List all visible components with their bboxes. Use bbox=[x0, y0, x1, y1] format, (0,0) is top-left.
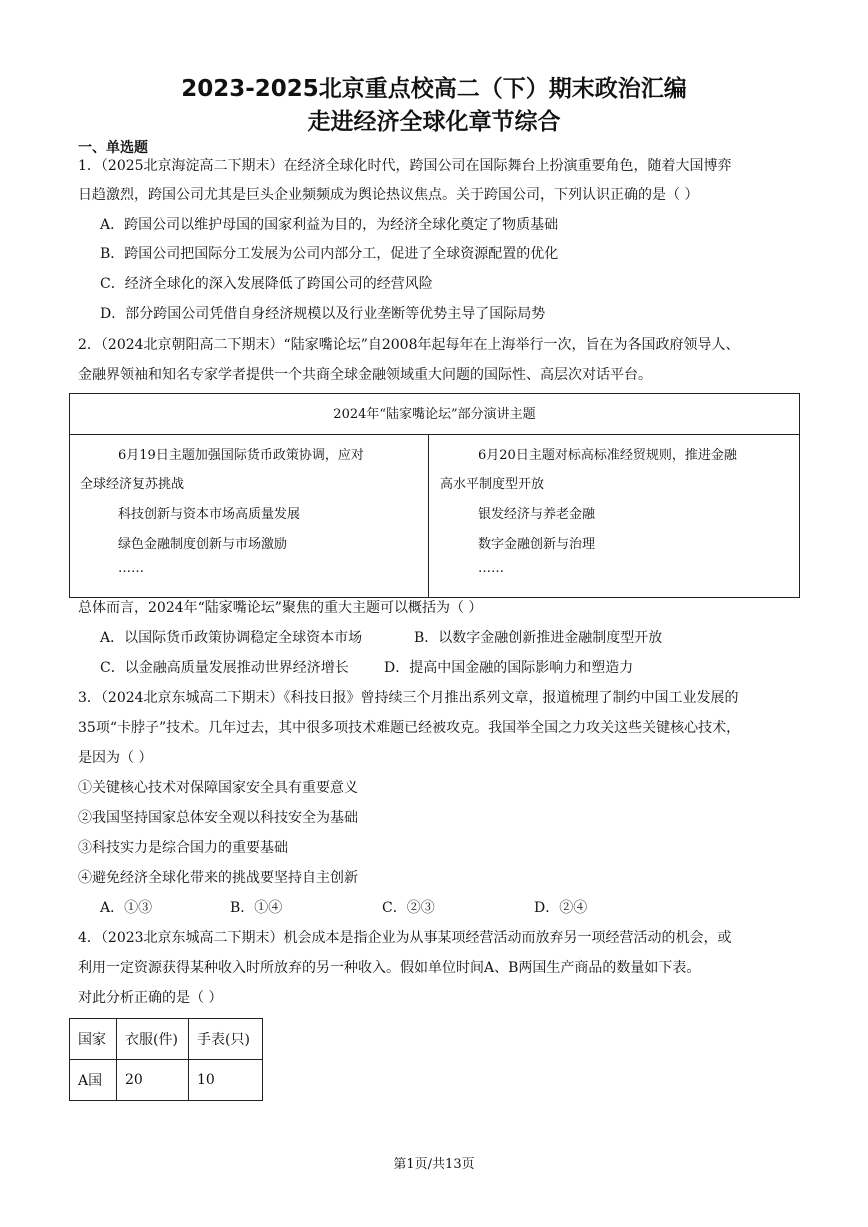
page-title: 2023-2025北京重点校高二（下）期末政治汇编 bbox=[181, 76, 687, 102]
q1-option-a: A．跨国公司以维护母国的国家利益为目的，为经济全球化奠定了物质基础 bbox=[100, 217, 559, 233]
table-cell: 20 bbox=[117, 1060, 189, 1101]
q3-stem-line3: 是因为（ ） bbox=[78, 750, 153, 766]
right-topic-ellipsis: …… bbox=[478, 561, 504, 576]
table-header-cell: 衣服(件) bbox=[117, 1019, 189, 1060]
table-cell: 10 bbox=[189, 1060, 263, 1101]
q2-stem-line1: 2．（2024北京朝阳高二下期末）“陆家嘴论坛”自2008年起每年在上海举行一次，旨在为各国政府领导人、 bbox=[78, 337, 740, 353]
q3-statement-1: ①关键核心技术对保障国家安全具有重要意义 bbox=[78, 780, 358, 796]
q2-option-c: C．以金融高质量发展推动世界经济增长 bbox=[100, 660, 349, 676]
table-header-cell: 国家 bbox=[70, 1019, 117, 1060]
q3-option-c: C．②③ bbox=[382, 900, 435, 916]
table-header: 2024年“陆家嘴论坛”部分演讲主题 bbox=[333, 407, 536, 422]
q2-option-a: A．以国际货币政策协调稳定全球资本市场 bbox=[100, 630, 363, 646]
table-cell: A国 bbox=[70, 1060, 117, 1101]
left-theme-line1: 6月19日主题加强国际货币政策协调，应对 bbox=[118, 448, 364, 463]
forum-topics-table bbox=[69, 393, 800, 598]
right-theme-line1: 6月20日主题对标高标准经贸规则，推进金融 bbox=[478, 448, 737, 463]
left-topic-1: 科技创新与资本市场高质量发展 bbox=[118, 507, 301, 522]
production-table bbox=[69, 1018, 263, 1101]
left-theme-line2: 全球经济复苏挑战 bbox=[80, 477, 185, 492]
q2-stem-line2: 金融界领袖和知名专家学者提供一个共商全球金融领域重大问题的国际性、高层次对话平台。 bbox=[78, 367, 652, 383]
table-header-cell: 手表(只) bbox=[189, 1019, 263, 1060]
table-divider bbox=[69, 434, 800, 435]
section-heading: 一、单选题 bbox=[78, 140, 148, 156]
q2-option-d: D．提高中国金融的国际影响力和塑造力 bbox=[384, 660, 634, 676]
q3-option-a: A．①③ bbox=[100, 900, 153, 916]
q3-statement-3: ③科技实力是综合国力的重要基础 bbox=[78, 840, 288, 856]
table-column-divider bbox=[428, 434, 429, 597]
q2-follow-up: 总体而言，2024年“陆家嘴论坛”聚焦的重大主题可以概括为（ ） bbox=[78, 600, 483, 616]
q4-stem-line3: 对此分析正确的是（ ） bbox=[78, 990, 223, 1006]
q3-statement-2: ②我国坚持国家总体安全观以科技安全为基础 bbox=[78, 810, 358, 826]
right-topic-1: 银发经济与养老金融 bbox=[478, 507, 596, 522]
q2-option-b: B．以数字金融创新推进金融制度型开放 bbox=[414, 630, 663, 646]
q3-option-b: B．①④ bbox=[230, 900, 283, 916]
q1-option-c: C．经济全球化的深入发展降低了跨国公司的经营风险 bbox=[100, 276, 433, 292]
page-number: 第1页/共13页 bbox=[393, 1157, 475, 1172]
q4-stem-line1: 4．（2023北京东城高二下期末）机会成本是指企业为从事某项经营活动而放弃另一项经营活动的机会，或 bbox=[78, 930, 732, 946]
left-topic-2: 绿色金融制度创新与市场激励 bbox=[118, 537, 288, 552]
q1-option-b: B．跨国公司把国际分工发展为公司内部分工，促进了全球资源配置的优化 bbox=[100, 246, 559, 262]
page-subtitle: 走进经济全球化章节综合 bbox=[307, 109, 561, 135]
q4-stem-line2: 利用一定资源获得某种收入时所放弃的另一种收入。假如单位时间A、B两国生产商品的数量如下表。 bbox=[78, 960, 701, 976]
q1-stem-line1: 1．（2025北京海淀高二下期末）在经济全球化时代，跨国公司在国际舞台上扮演重要角色，随着大国博弈 bbox=[78, 158, 732, 174]
left-topic-ellipsis: …… bbox=[118, 561, 144, 576]
right-topic-2: 数字金融创新与治理 bbox=[478, 537, 596, 552]
q3-statement-4: ④避免经济全球化带来的挑战要坚持自主创新 bbox=[78, 870, 358, 886]
table-header-row bbox=[70, 1019, 263, 1060]
q1-stem-line2: 日趋激烈，跨国公司尤其是巨头企业频频成为舆论热议焦点。关于跨国公司，下列认识正确的是（ ） bbox=[78, 187, 699, 203]
q3-stem-line2: 35项“卡脖子”技术。几年过去，其中很多项技术难题已经被攻克。我国举全国之力攻关这些关键核心技术， bbox=[78, 720, 741, 736]
q1-option-d: D．部分跨国公司凭借自身经济规模以及行业垄断等优势主导了国际局势 bbox=[100, 306, 546, 322]
table-row bbox=[70, 1060, 263, 1101]
q3-option-d: D．②④ bbox=[534, 900, 588, 916]
right-theme-line2: 高水平制度型开放 bbox=[440, 477, 545, 492]
q3-stem-line1: 3．（2024北京东城高二下期末）《科技日报》曾持续三个月推出系列文章，报道梳理了制约中国工业发展的 bbox=[78, 690, 739, 706]
